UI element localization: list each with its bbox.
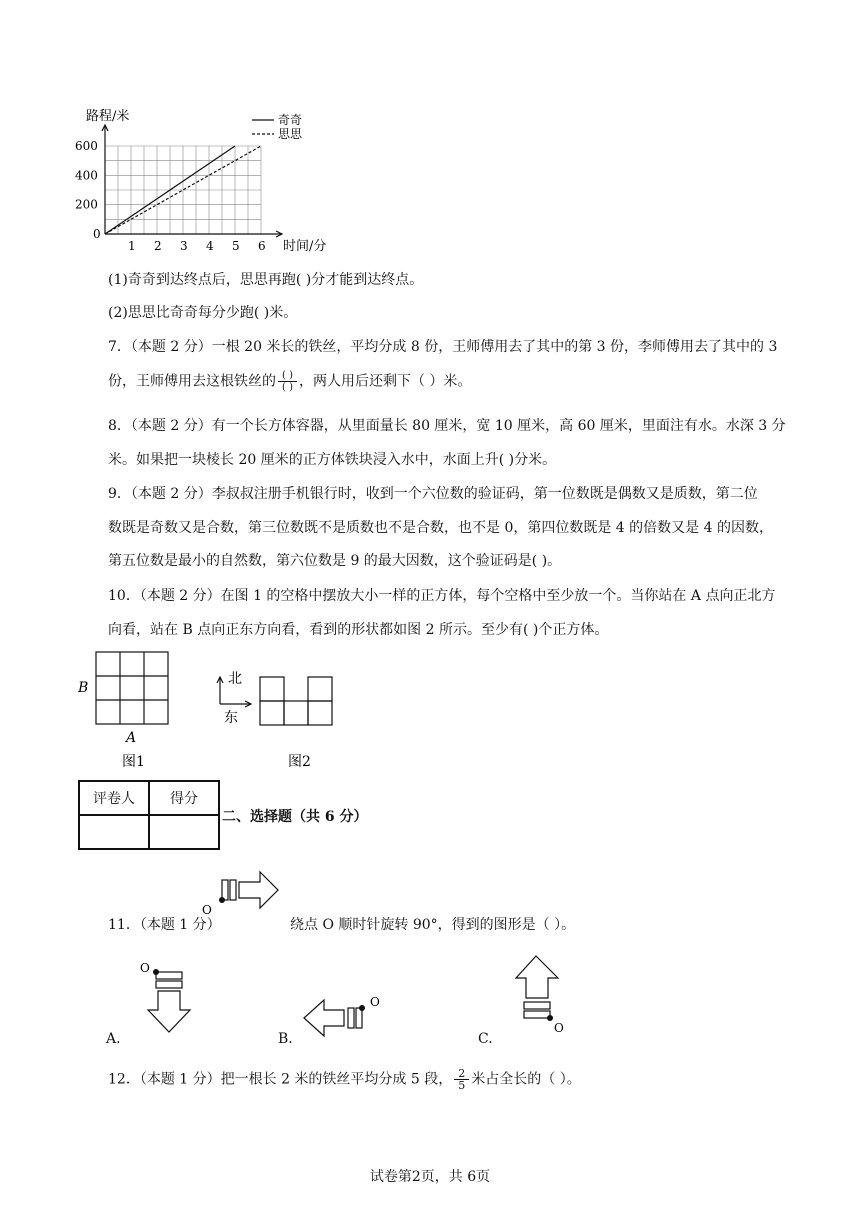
- q7-frac-num: ( ): [278, 370, 297, 382]
- x-axis-label: 时间/分: [283, 239, 327, 254]
- q12-fraction: [454, 1068, 469, 1091]
- q11-original-figure: [196, 864, 286, 918]
- q11-text: 绕点 O 顺时针旋转 90°，得到的图形是（ ）。: [290, 917, 576, 933]
- option-a-label[interactable]: A.: [106, 1031, 121, 1047]
- chart-ticks: [75, 139, 266, 253]
- y-tick-label: 600: [75, 139, 98, 153]
- point-o-marker: [219, 897, 225, 903]
- q12-text-a: 12．（本题 1 分）把一根长 2 米的铁丝平均分成 5 段，: [108, 1071, 453, 1088]
- points-cell[interactable]: [149, 815, 219, 849]
- east-label: 东: [224, 710, 238, 726]
- option-b-label[interactable]: B.: [278, 1031, 293, 1047]
- points-header: 得分: [149, 781, 219, 815]
- q11-option-b-figure[interactable]: [300, 990, 392, 1040]
- q9-line1: 9．（本题 2 分）李叔叔注册手机银行时，收到一个六位数的验证码，第一位数既是偶数又是质数，第二位: [108, 486, 758, 502]
- q10-line2: 向看，站在 B 点向正东方向看，看到的形状都如图 2 所示。至少有( )个正方体。: [108, 622, 609, 638]
- x-tick-label: 1: [128, 239, 136, 253]
- q12-text-b: 米占全长的（ ）。: [471, 1071, 581, 1088]
- q10-line1: 10．（本题 2 分）在图 1 的空格中摆放大小一样的正方体，每个空格中至少放一个。当你站在 A 点向正北方: [108, 588, 776, 604]
- q12-line: [108, 1068, 581, 1091]
- q6-sub1: (1)奇奇到达终点后，思思再跑( )分才能到达终点。: [108, 272, 424, 288]
- section2-title: 二、选择题（共 6 分）: [222, 809, 368, 825]
- q6-sub2: (2)思思比奇奇每分少跑( )米。: [108, 305, 298, 321]
- q7-line2b: ，两人用后还剩下（ ）米。: [298, 373, 472, 390]
- point-o-marker: [547, 1015, 553, 1021]
- x-tick-label: 6: [258, 239, 266, 253]
- north-label: 北: [228, 671, 242, 687]
- q11-option-c-figure[interactable]: [506, 952, 572, 1036]
- chart-legend: [252, 113, 303, 141]
- origin-label: 0: [93, 227, 101, 241]
- x-tick-label: 3: [180, 239, 188, 253]
- y-tick-label: 400: [75, 168, 98, 183]
- page-footer: 试卷第2页，共 6页: [369, 1169, 491, 1185]
- option-c-label[interactable]: C.: [478, 1031, 493, 1047]
- legend-label: 思思: [278, 127, 303, 141]
- q10-figure1: [76, 648, 186, 770]
- opt-c-point-label: O: [554, 1021, 564, 1035]
- q8-line1: 8．（本题 2 分）有一个长方体容器，从里面量长 80 厘米，宽 10 厘米，高 60 厘米，里面注有水。水深 3 分: [108, 418, 786, 434]
- distance-time-chart: [60, 100, 360, 260]
- q7-line1: 7．（本题 2 分）一根 20 米长的铁丝，平均分成 8 份，王师傅用去了其中的第 3 份，李师傅用去了其中的 3: [108, 339, 778, 355]
- x-tick-label: 5: [232, 239, 240, 253]
- y-axis-label: 路程/米: [86, 109, 130, 124]
- q9-line3: 第五位数是最小的自然数，第六位数是 9 的最大因数，这个验证码是( )。: [108, 553, 562, 569]
- q8-line2: 米。如果把一块棱长 20 厘米的正方体铁块浸入水中，水面上升( )分米。: [108, 452, 557, 468]
- q11-option-a-figure[interactable]: [138, 958, 198, 1036]
- q7-line2a: 份，王师傅用去这根铁丝的: [108, 373, 276, 390]
- point-o-marker: [153, 969, 159, 975]
- q9-line2: 数既是奇数又是合数，第三位数既不是质数也不是合数，也不是 0，第四位数既是 4 的倍数又是 4 的因数，: [108, 520, 773, 536]
- point-o-marker: [359, 1005, 365, 1011]
- q11-prefix: 11．（本题 1 分）: [108, 917, 221, 933]
- score-table: [78, 780, 220, 850]
- legend-label: 奇奇: [278, 113, 303, 127]
- label-b: B: [78, 680, 89, 696]
- q7-line2: [108, 370, 471, 393]
- q10-figure2: [210, 664, 350, 770]
- opt-a-point-label: O: [140, 961, 150, 975]
- q12-frac-den: 5: [458, 1079, 466, 1092]
- q7-frac-den: ( ): [282, 382, 293, 393]
- fig2-caption: 图2: [288, 754, 311, 770]
- y-tick-label: 200: [75, 197, 98, 212]
- x-tick-label: 2: [154, 239, 162, 253]
- x-tick-label: 4: [206, 239, 214, 253]
- reviewer-cell[interactable]: [79, 815, 149, 849]
- fig1-caption: 图1: [122, 754, 145, 770]
- opt-b-point-label: O: [370, 995, 380, 1009]
- q7-fraction-blank: [278, 370, 297, 393]
- reviewer-header: 评卷人: [79, 781, 149, 815]
- q11-point-label: O: [202, 903, 212, 917]
- q12-frac-num: 2: [454, 1068, 469, 1080]
- label-a: A: [126, 730, 137, 746]
